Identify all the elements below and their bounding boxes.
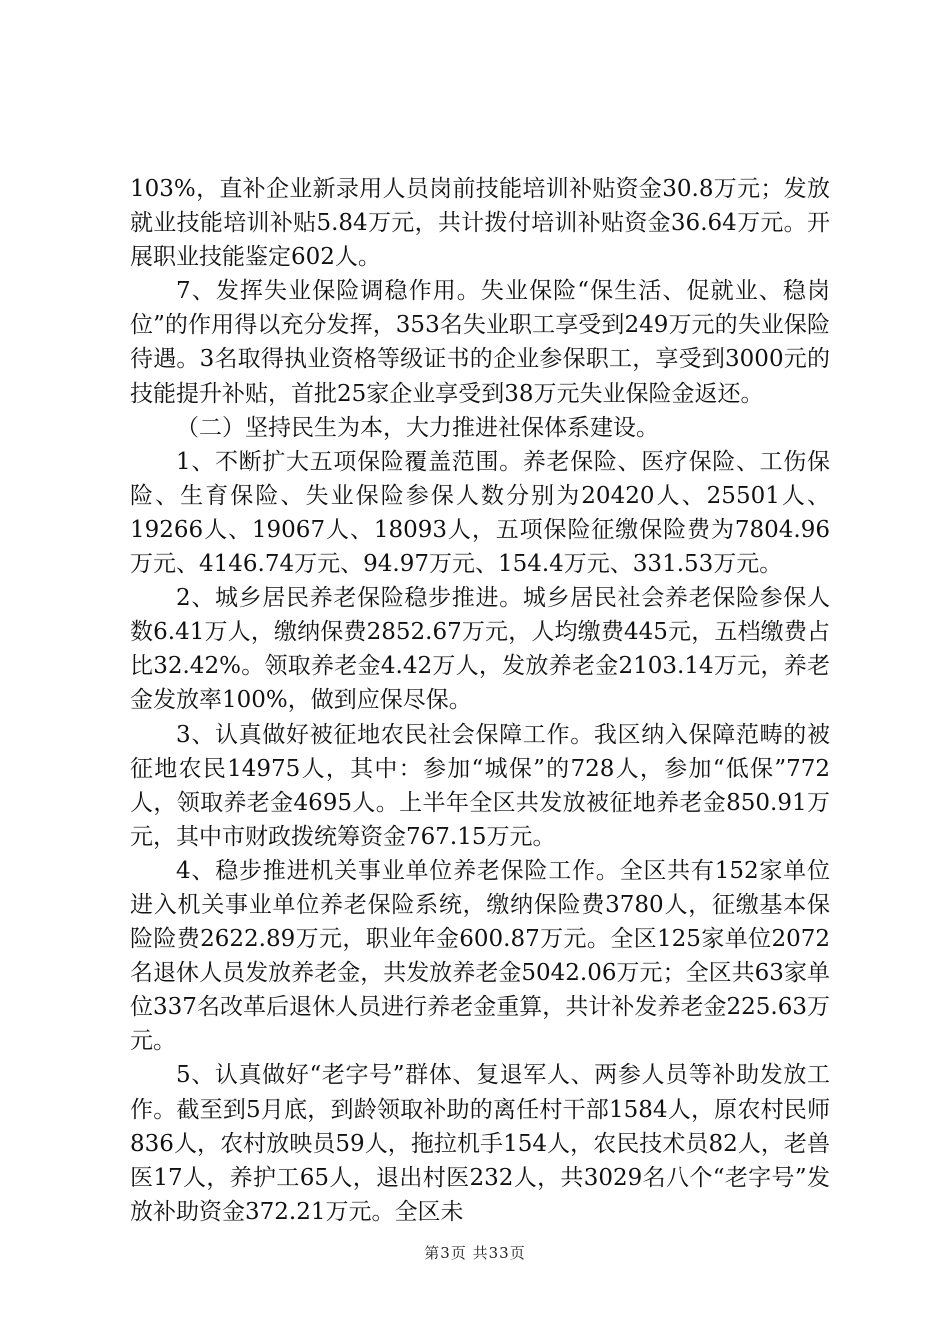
paragraph-training-subsidy: 103%，直补企业新录用人员岗前技能培训补贴资金30.8万元；发放就业技能培训补贴5.84万元，共计拨付培训补贴资金36.64万元。开展职业技能鉴定602人。 xyxy=(130,176,830,271)
paragraph-land-expropriated-farmers: 3、认真做好被征地农民社会保障工作。我区纳入保障范畴的被征地农民14975人，其中：参加“城保”的728人，参加“低保”772人，领取养老金4695人。上半年全区共发放被征地养老金850.91万元，其中市财政拨统筹资金767.15万元。 xyxy=(130,721,830,850)
section-heading-social-security: （二）坚持民生为本，大力推进社保体系建设。 xyxy=(176,414,659,441)
document-body xyxy=(130,172,830,1229)
paragraph-subsidy-distribution: 5、认真做好“老字号”群体、复退军人、两参人员等补助发放工作。截至到5月底，到龄领取补助的离任村干部1584人，原农村民师836人，农村放映员59人，拖拉机手154人，农民技术员82人，老兽医17人，养护工65人，退出村医232人，共3029名八个“老字号”发放补助资金372.21万元。全区未 xyxy=(130,1062,830,1225)
page-number-footer: 第3页 共33页 xyxy=(424,1244,526,1262)
paragraph-unemployment-insurance: 7、发挥失业保险调稳作用。失业保险“保生活、促就业、稳岗位”的作用得以充分发挥，353名失业职工享受到249万元的失业保险待遇。3名取得执业资格等级证书的企业参保职工，享受到3000元的技能提升补贴，首批25家企业享受到38万元失业保险金返还。 xyxy=(130,278,830,407)
paragraph-resident-pension: 2、城乡居民养老保险稳步推进。城乡居民社会养老保险参保人数6.41万人，缴纳保费2852.67万元，人均缴费445元，五档缴费占比32.42%。领取养老金4.42万人，发放养老金2103.14万元，养老金发放率100%，做到应保尽保。 xyxy=(130,585,830,714)
paragraph-institution-pension: 4、稳步推进机关事业单位养老保险工作。全区共有152家单位进入机关事业单位养老保险系统，缴纳保险费3780人，征缴基本保险险费2622.89万元，职业年金600.87万元。全区125家单位2072名退休人员发放养老金，共发放养老金5042.06万元；全区共63家单位337名改革后退休人员进行养老金重算，共计补发养老金225.63万元。 xyxy=(130,857,830,1055)
paragraph-five-insurances: 1、不断扩大五项保险覆盖范围。养老保险、医疗保险、工伤保险、生育保险、失业保险参保人数分别为20420人、25501人、19266人、19067人、18093人，五项保险征缴保险费为7804.96万元、4146.74万元、94.97万元、154.4万元、331.53万元。 xyxy=(130,448,830,578)
